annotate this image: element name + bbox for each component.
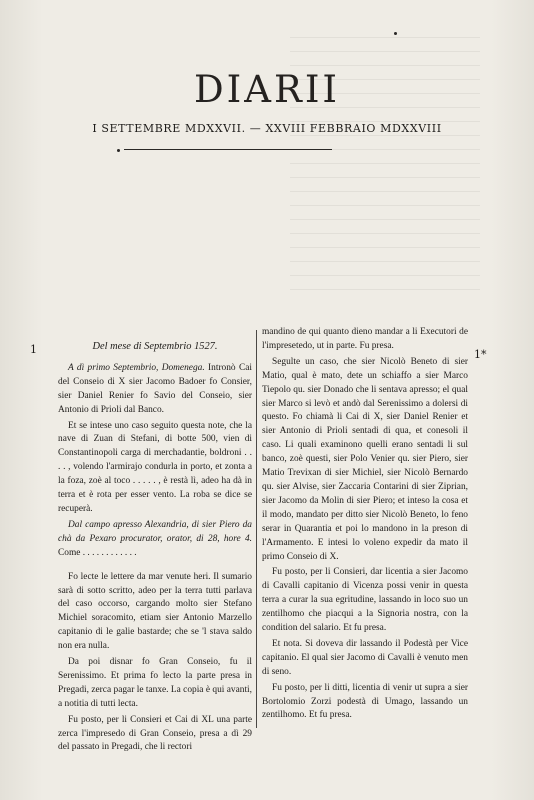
page-title: DIARII: [193, 68, 341, 111]
paragraph: A dì primo Septembrio, Domenega. Intronò Cai del Conseio di X sier Jacomo Badoer fo Consier, sier Daniel Renier fo Savio del Conseio, sier Antonio di Prioli dal Banco.: [58, 362, 252, 415]
paragraph: Et se intese uno caso seguito questa note, che la nave di Zuan di Stefani, di botte 500, vien di Constantinopoli carga di merchadantie, boldroni . . . . , volendo l'armirajo condurla in porto, et zonta a la foza, zoè al toco . . . . . , è restà lì, adeo ha dà in terra et è rota per esser vento. La roba se dice se recuperà.: [58, 420, 252, 514]
left-column: [58, 326, 252, 757]
margin-number-left: 1: [30, 343, 37, 356]
right-column: [262, 326, 468, 725]
column-divider: [256, 330, 257, 728]
italic-lead: Dal campo apresso Alexandria, di sier Piero da chà da Pexaro procurator, orator, di 28, hore 4.: [58, 519, 252, 544]
page-speck: [394, 32, 397, 35]
rule-dot: [117, 149, 120, 152]
paragraph: Fu posto, per li ditti, licentia di venir ut supra a sier Bortolomio Zorzi podestà di Umago, lassando un zentilhomo. Et fu presa.: [262, 682, 468, 721]
paragraph: Fu posto, per li Consieri et Cai di XL una parte zerca l'impresedo di Gran Conseio, presa a dì 29 del passato in Pregadi, che li rectori: [58, 714, 252, 753]
margin-number-right: 1*: [474, 348, 487, 361]
paragraph: Et nota. Si doveva dir lassando il Podestà per Vice capitanio. El qual sier Jacomo di Cavalli è venuto men di seno.: [262, 638, 468, 677]
date-range-subtitle: I SETTEMBRE MDXXVII. — XXVIII FEBBRAIO MDXXVIII: [92, 122, 442, 135]
paragraph: Da poi disnar fo Gran Conseio, fu il Serenissimo. Et prima fo lecto la parte presa in Pregadi, zerca pagar le tanxe. La copia è qui avanti, a notitia di tutti lecta.: [58, 657, 252, 709]
paragraph: Fu posto, per li Consieri, dar licentia a sier Jacomo di Cavalli capitanio di Vicenza possi venir in questa terra a curar la sua egritudine, lassando in loco suo un zentilhomo che piacqui a la Signoria nostra, con la condition del salario. Et fu presa.: [262, 567, 468, 634]
paragraph: Dal campo apresso Alexandria, di sier Piero da chà da Pexaro procurator, orator, di 28, hore 4. Come . . . . . . . . . . . .: [58, 519, 252, 558]
month-heading: Del mese di Septembrio 1527.: [92, 341, 218, 352]
italic-lead: A dì primo Septembrio, Domenega.: [68, 362, 205, 373]
paragraph: Segulte un caso, che sier Nicolò Beneto di sier Matio, qual è mato, dete un schiaffo a sier Marco Tiepolo qu. sier Donado che li sentava apresso; el qual sier Marco si levò et andò dal Serenissimo a dolersi di questo. Fo chiamà li Cai di X, sier Daniel Renier et sier Antonio di Prioli sentadi di qua, et conesoli il caso. Li quali examinono quelli erano sentadi li sul banco, zoè questi, sier Polo Venier qu. sier Piero, sier Matio Trevixan di sier Michiel, sier Nicolò Bernardo qu. sier Alvise, sier Zaccaria Contarini di sier Ziprian, sier Jacomo da Molin di sier Piero; et inteso la cosa et il modo, mandato per ditto sier Nicolò Beneto, lo feno serar in Quarantia et poi lo mandono in la preson di l'Armamento. E intesi lo voleno expedir da mato il primo Conseio di X.: [262, 356, 468, 562]
title-rule: [124, 149, 332, 150]
paragraph: Fo lecte le lettere da mar venute heri. Il sumario sarà di sotto scritto, adeo per la terra tutti parlava del caso occorso, cargando molto sier Stefano Michiel soracomito, etiam sier Antonio Marzello capitanio di le galie bastarde; che se 'l stava saldo non era nulla.: [58, 571, 252, 652]
paragraph: mandino de qui quanto dieno mandar a li Executori de l'impresetedo, ut in parte. Fu presa.: [262, 327, 468, 351]
